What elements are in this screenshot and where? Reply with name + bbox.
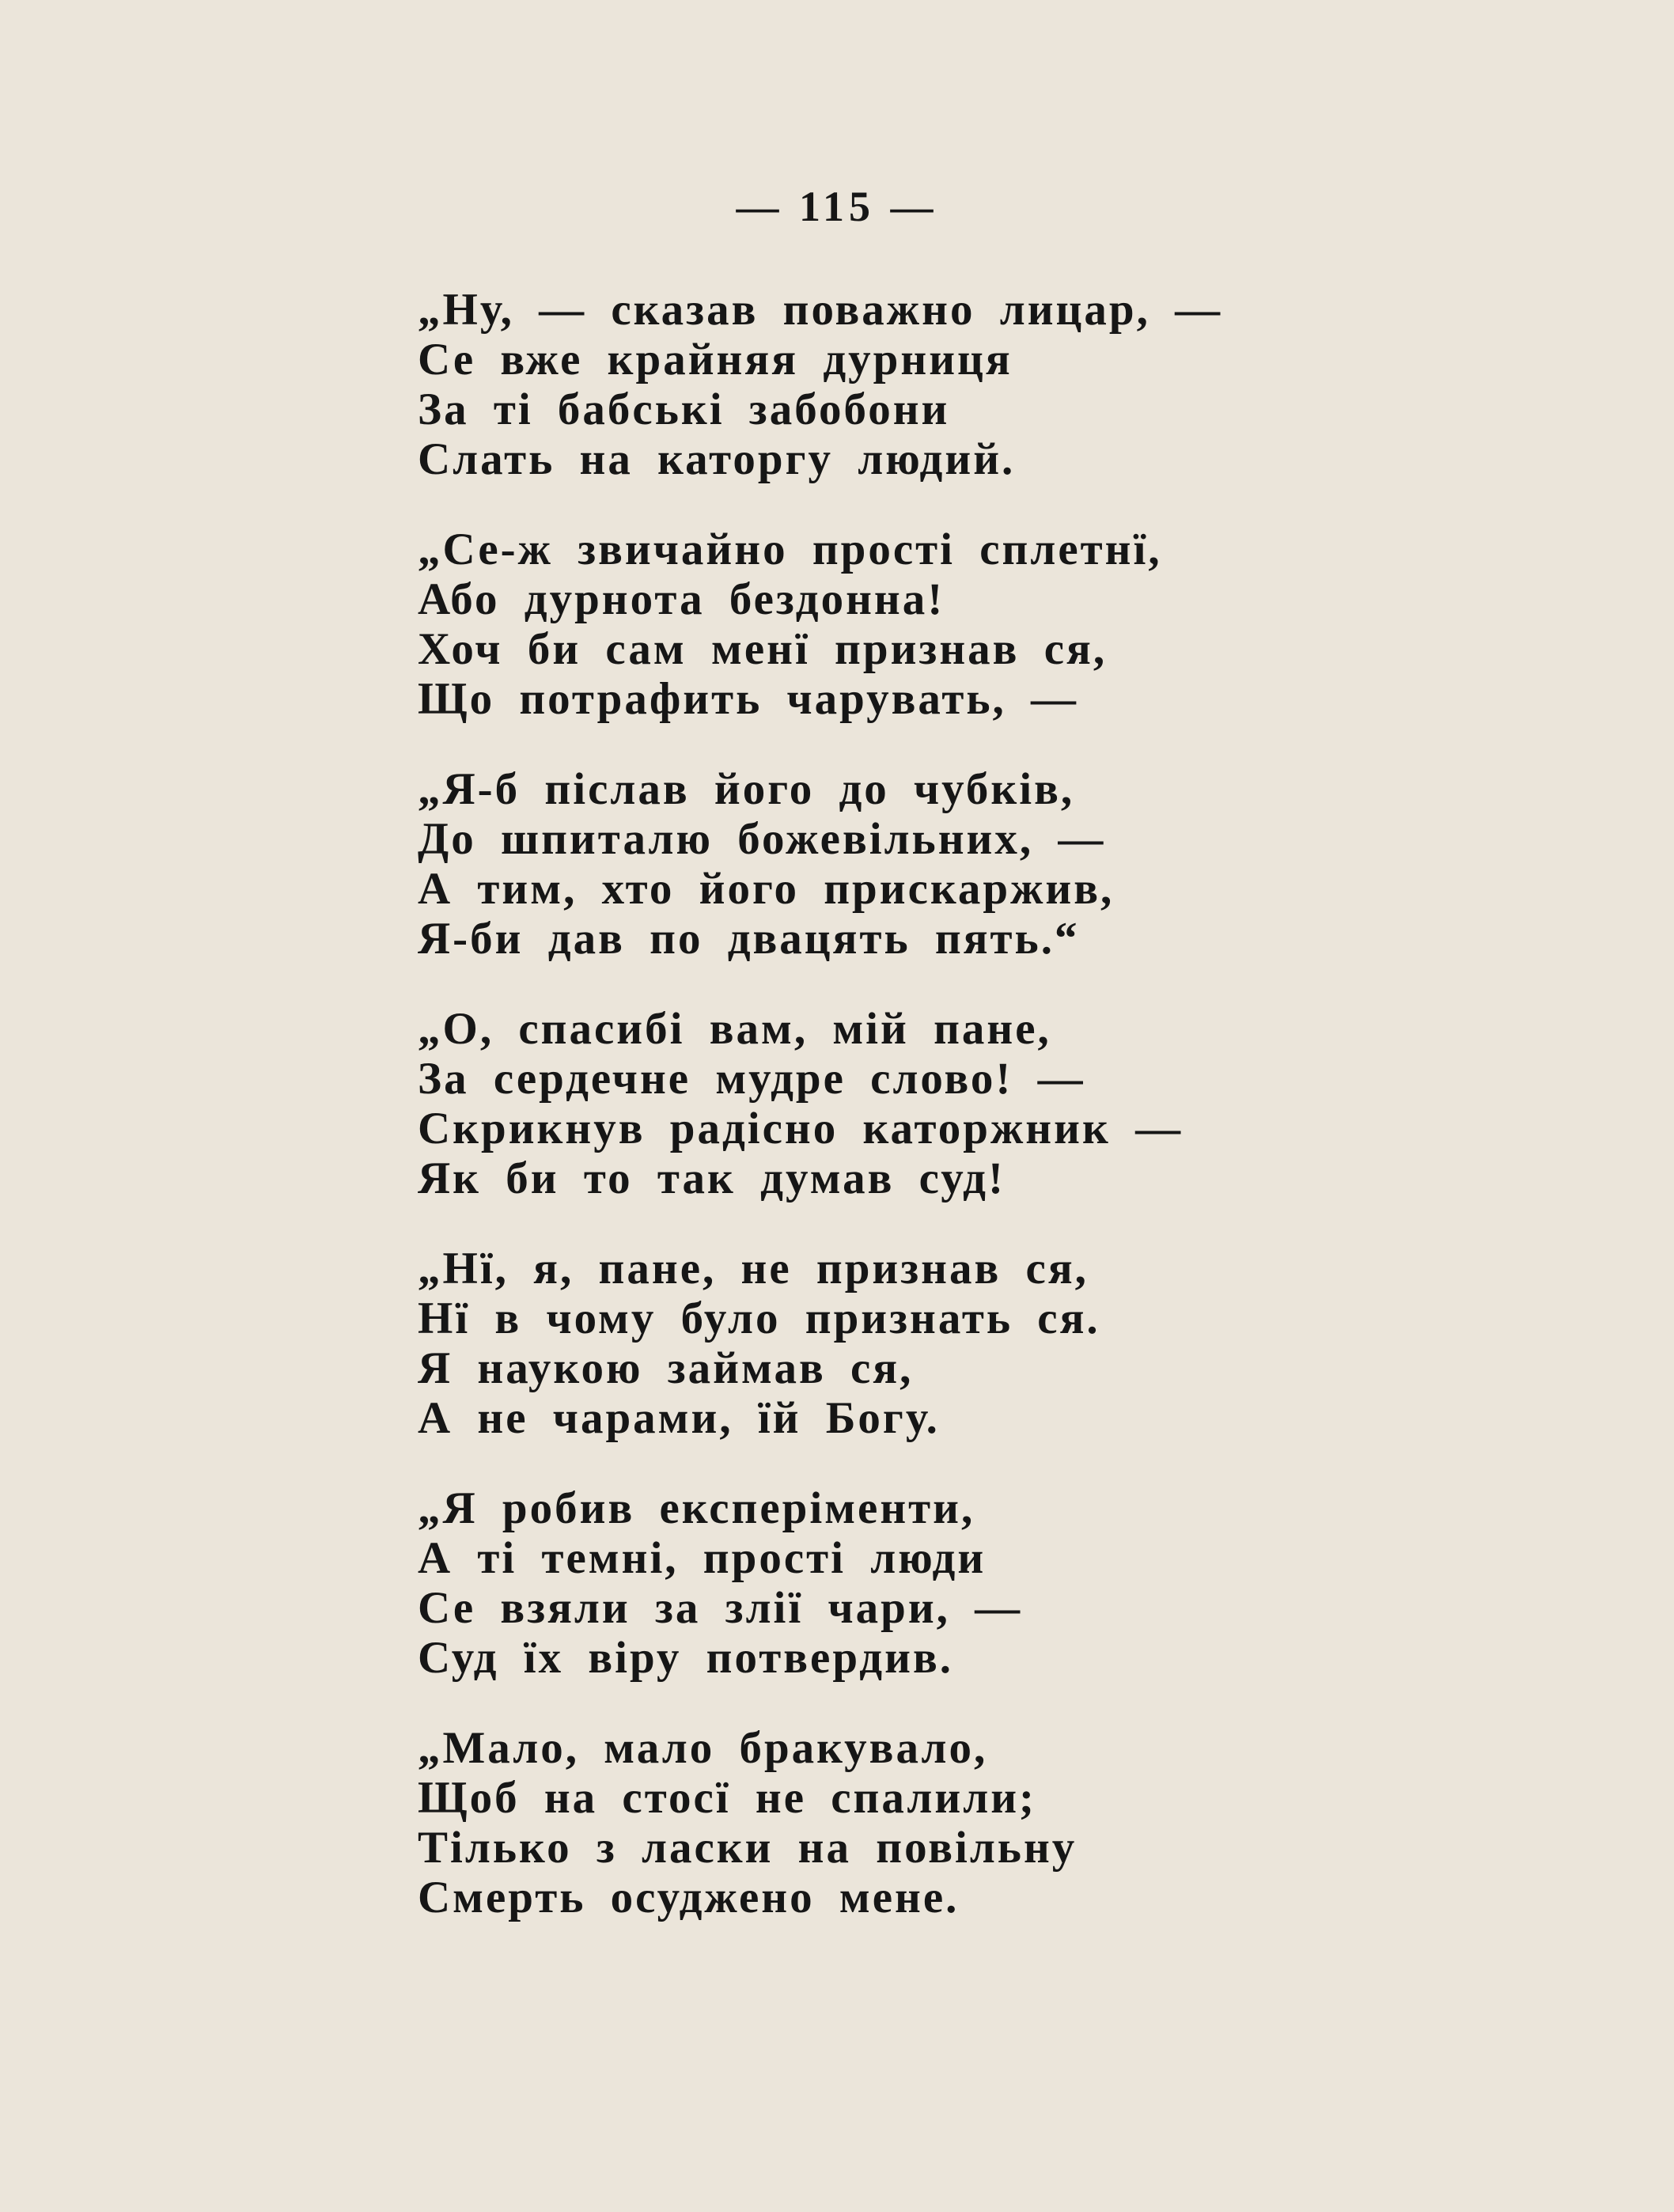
poem-line: За ті бабські забобони [418,384,950,434]
poem-line: „Се-ж звичайно прості сплетнї, [418,525,1162,574]
poem-line: Я-би дав по двацять пять.“ [418,914,1080,964]
stanza-4 [418,1004,1367,1203]
poem-line: „Мало, мало бракувало, [418,1723,988,1773]
poem-line: „Я-б післав його до чубків, [418,764,1075,814]
poem-line: Се вже крайняя дурниця [418,335,1013,384]
poem-line: „О, спасибі вам, мій пане, [418,1004,1051,1054]
poem-line: Хоч би сам менї признав ся, [418,624,1108,674]
poem-line: Нї в чому було признать ся. [418,1293,1100,1343]
poem-line: Суд їх віру потвердив. [418,1633,953,1683]
poem-line: „Я робив експеріменти, [418,1483,975,1533]
poem-line: Слать на каторгу людий. [418,434,1016,484]
poem-line: Скрикнув радісно каторжник — [418,1104,1184,1153]
poem-line: Щоб на стосї не спалили; [418,1773,1037,1823]
poem-line: А тим, хто його прискаржив, [418,864,1115,914]
stanza-5 [418,1244,1367,1443]
page-number: — 115 — [736,183,938,230]
poem-line: А не чарами, їй Богу. [418,1393,940,1443]
poem-line: Се взяли за злії чари, — [418,1583,1023,1633]
poem-line: Тілько з ласки на повільну [418,1823,1077,1873]
poem-line: Або дурнота бездонна! [418,574,945,624]
poem [418,285,1367,1963]
stanza-1 [418,285,1367,484]
stanza-6 [418,1483,1367,1683]
poem-line: „Ну, — сказав поважно лицар, — [418,285,1223,335]
poem-line: Що потрафить чарувать, — [418,674,1079,724]
poem-line: „Нї, я, пане, не признав ся, [418,1244,1089,1293]
stanza-3 [418,764,1367,964]
poem-line: Смерть осуджено мене. [418,1873,960,1922]
stanza-2 [418,525,1367,724]
poem-line: Я наукою займав ся, [418,1343,914,1393]
poem-line: Як би то так думав суд! [418,1153,1006,1203]
poem-line: За сердечне мудре слово! — [418,1054,1085,1104]
stanza-7 [418,1723,1367,1922]
poem-line: До шпиталю божевільних, — [418,814,1106,864]
poem-line: А ті темні, прості люди [418,1533,987,1583]
